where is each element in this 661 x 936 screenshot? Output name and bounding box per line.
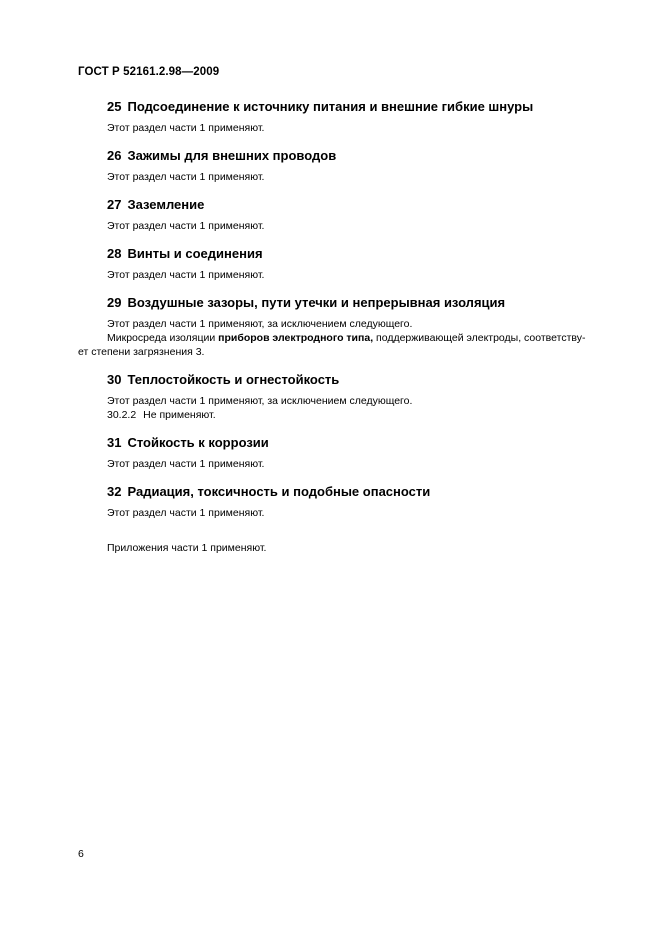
section-number: 32 xyxy=(107,484,122,499)
section-heading xyxy=(107,484,618,500)
section-30 xyxy=(78,372,618,422)
section-text: Этот раздел части 1 применяют. xyxy=(107,171,265,183)
section-title-text: Подсоединение к источнику питания и внешние гибкие шнуры xyxy=(127,99,534,114)
subclause-text: Не применяют. xyxy=(143,409,216,421)
section-number: 31 xyxy=(107,435,122,450)
section-title-text: Заземление xyxy=(127,197,205,212)
section-28 xyxy=(78,246,618,282)
section-number: 27 xyxy=(107,197,122,212)
section-text: Этот раздел части 1 применяют, за исключением следующего. xyxy=(107,395,413,407)
section-heading xyxy=(107,99,618,115)
section-number: 30 xyxy=(107,372,122,387)
defined-term: приборов электродного типа, xyxy=(218,332,374,344)
section-number: 28 xyxy=(107,246,122,261)
section-heading xyxy=(107,197,618,213)
document-header: ГОСТ Р 52161.2.98—2009 xyxy=(78,66,220,78)
microenvironment-continuation: ет степени загрязнения 3. xyxy=(78,346,205,358)
section-text: Этот раздел части 1 применяют. xyxy=(107,269,265,281)
section-29 xyxy=(78,295,618,359)
section-25 xyxy=(78,99,618,135)
section-heading xyxy=(107,435,618,451)
subclause-paragraph xyxy=(78,408,618,422)
section-text: Этот раздел части 1 применяют. xyxy=(107,122,265,134)
section-number: 25 xyxy=(107,99,122,114)
section-27 xyxy=(78,197,618,233)
document-body xyxy=(78,99,618,533)
section-heading xyxy=(107,295,618,311)
microenvironment-tail: поддерживающей электроды, соответству- xyxy=(373,332,586,344)
page-number: 6 xyxy=(78,848,84,860)
section-number: 26 xyxy=(107,148,122,163)
annex-note: Приложения части 1 применяют. xyxy=(107,541,267,554)
section-text: Этот раздел части 1 применяют. xyxy=(107,458,265,470)
section-title-text: Теплостойкость и огнестойкость xyxy=(127,372,340,387)
section-text: Этот раздел части 1 применяют. xyxy=(107,507,265,519)
section-text: Этот раздел части 1 применяют, за исключением следующего. xyxy=(107,318,413,330)
microenvironment-paragraph xyxy=(78,331,618,345)
section-32 xyxy=(78,484,618,520)
section-26 xyxy=(78,148,618,184)
section-title-text: Радиация, токсичность и подобные опасности xyxy=(127,484,431,499)
section-title-text: Зажимы для внешних проводов xyxy=(127,148,337,163)
section-31 xyxy=(78,435,618,471)
section-title-text: Воздушные зазоры, пути утечки и непрерывная изоляция xyxy=(127,295,506,310)
section-title-text: Стойкость к коррозии xyxy=(127,435,269,450)
section-number: 29 xyxy=(107,295,122,310)
microenvironment-lead: Микросреда изоляции xyxy=(107,332,219,344)
section-heading xyxy=(107,372,618,388)
section-heading xyxy=(107,148,618,164)
subclause-number: 30.2.2 xyxy=(107,409,137,421)
section-text: Этот раздел части 1 применяют. xyxy=(107,220,265,232)
section-heading xyxy=(107,246,618,262)
section-title-text: Винты и соединения xyxy=(127,246,263,261)
